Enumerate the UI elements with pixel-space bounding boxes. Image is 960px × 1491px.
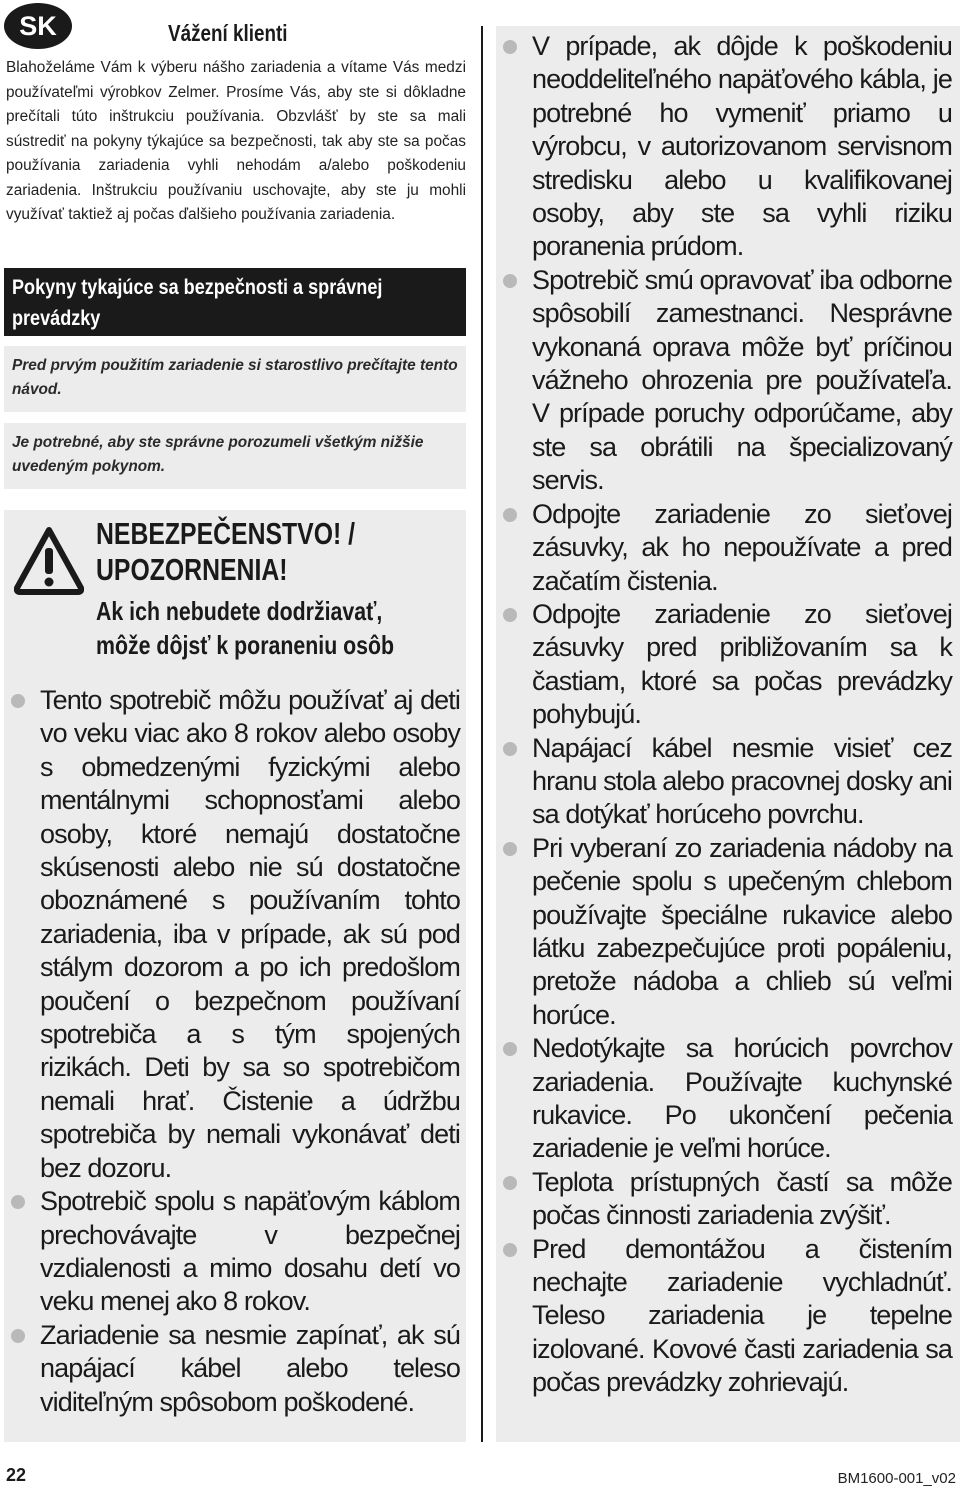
bullet-icon: [503, 1042, 517, 1056]
bullet-icon: [503, 742, 517, 756]
list-item: Odpojte zariadenie zo sieťovej zásuvky pred približovaním sa k častiam, ktoré sa počas prevádzky pohybujú.: [496, 598, 952, 732]
column-divider: [481, 26, 483, 1442]
bullet-icon: [11, 1195, 25, 1209]
list-item: Pri vyberaní zo zariadenia nádoby na pečenie spolu s upečeným chlebom používajte špeciálne rukavice alebo látku zabezpečujúce proti popáleniu, pretože nádoba a chlieb sú veľmi horúce.: [496, 832, 952, 1032]
bullet-icon: [503, 842, 517, 856]
list-item: Spotrebič smú opravovať iba odborne spôsobilí zamestnanci. Nesprávne vykonaná oprava môže byť príčinou vážneho ohrozenia pre používateľa. V prípade poruchy odporúčame, aby ste sa obrátili na špecializovaný servis.: [496, 264, 952, 498]
note-understand-instructions: Je potrebné, aby ste správne porozumeli všetkým nižšie uvedeným pokynom.: [4, 423, 466, 489]
list-item: Zariadenie sa nesmie zapínať, ak sú napájací kábel alebo teleso viditeľným spôsobom poškodené.: [4, 1319, 460, 1419]
right-column-box: [496, 26, 960, 1442]
bullet-icon: [503, 1176, 517, 1190]
list-item: Pred demontážou a čistením nechajte zariadenie vychladnúť. Teleso zariadenia je tepelne izolované. Kovové časti zariadenia sa počas prevádzky zohrievajú.: [496, 1233, 952, 1400]
intro-paragraph: Blahoželáme Vám k výberu nášho zariadenia a vítame Vás medzi používateľmi výrobkov Zelmer. Prosíme Vás, aby ste si dôkladne prečítali túto inštrukciu používania. Obzvlášť by ste sa mali sústrediť na pokyny týkajúce sa bezpečnosti, tak aby ste sa počas používania zariadenia vyhli nehodám a/alebo poškodeniu zariadenia. Inštrukciu používaniu uschovajte, aby ste ju mohli využívať taktiež aj počas ďalšieho používania zariadenia.: [6, 59, 466, 223]
bullet-icon: [503, 508, 517, 522]
safety-section-header: [4, 268, 466, 336]
list-item: Spotrebič spolu s napäťovým káblom prechovávajte v bezpečnej vzdialenosti a mimo dosahu detí vo veku menej ako 8 rokov.: [4, 1185, 460, 1319]
warning-list: [4, 684, 460, 1419]
safety-section-title: Pokyny tykajúce sa bezpečnosti a správnej prevádzky: [12, 276, 383, 330]
list-item: Nedotýkajte sa horúcich povrchov zariadenia. Používajte kuchynské rukavice. Po ukončení pečenia zariadenie je veľmi horúce.: [496, 1032, 952, 1166]
warning-triangle-icon: [14, 526, 84, 596]
bullet-icon: [503, 274, 517, 288]
right-safety-list: [496, 30, 952, 1400]
list-item: Odpojte zariadenie zo sieťovej zásuvky, ak ho nepoužívate a pred začatím čistenia.: [496, 498, 952, 598]
page-number: 22: [6, 1465, 27, 1485]
note-read-manual: Pred prvým použitím zariadenie si starostlivo prečítajte tento návod.: [4, 346, 466, 412]
document-code: BM1600-001_v02: [837, 1470, 956, 1487]
list-item: V prípade, ak dôjde k poškodeniu neoddeliteľného napäťového kábla, je potrebné ho vymeniť priamo u výrobcu, v autorizovanom servisnom stredisku alebo u kvalifikovanej osoby, aby ste sa vyhli riziku poranenia prúdom.: [496, 30, 952, 264]
list-item: Napájací kábel nesmie visieť cez hranu stola alebo pracovnej dosky ani sa dotýkať horúceho povrchu.: [496, 732, 952, 832]
bullet-icon: [503, 608, 517, 622]
bullet-icon: [503, 40, 517, 54]
language-badge: SK: [4, 3, 72, 49]
warning-title: NEBEZPEČENSTVO! / UPOZORNENIA!: [96, 516, 356, 587]
bullet-icon: [503, 1243, 517, 1257]
list-item: Teplota prístupných častí sa môže počas činnosti zariadenia zvýšiť.: [496, 1166, 952, 1233]
welcome-title: Vážení klienti: [168, 20, 288, 46]
warning-subtitle: Ak ich nebudete dodržiavať, môže dôjsť k poraneniu osôb: [96, 596, 395, 660]
bullet-icon: [11, 1329, 25, 1343]
bullet-icon: [11, 694, 25, 708]
list-item: Tento spotrebič môžu používať aj deti vo veku viac ako 8 rokov alebo osoby s obmedzenými fyzickými alebo mentálnymi schopnosťami alebo osoby, ktoré nemajú dostatočne skúsenosti alebo nie sú dostatočne oboznámené s používaním tohto zariadenia, iba v prípade, ak sú pod stálym dozorom a po ich predošlom poučení o bezpečnom používaní spotrebiča a s tým spojených rizikách. Deti by sa so spotrebičom nemali hrať. Čistenie a údržbu spotrebiča by nemali vykonávať deti bez dozoru.: [4, 684, 460, 1185]
